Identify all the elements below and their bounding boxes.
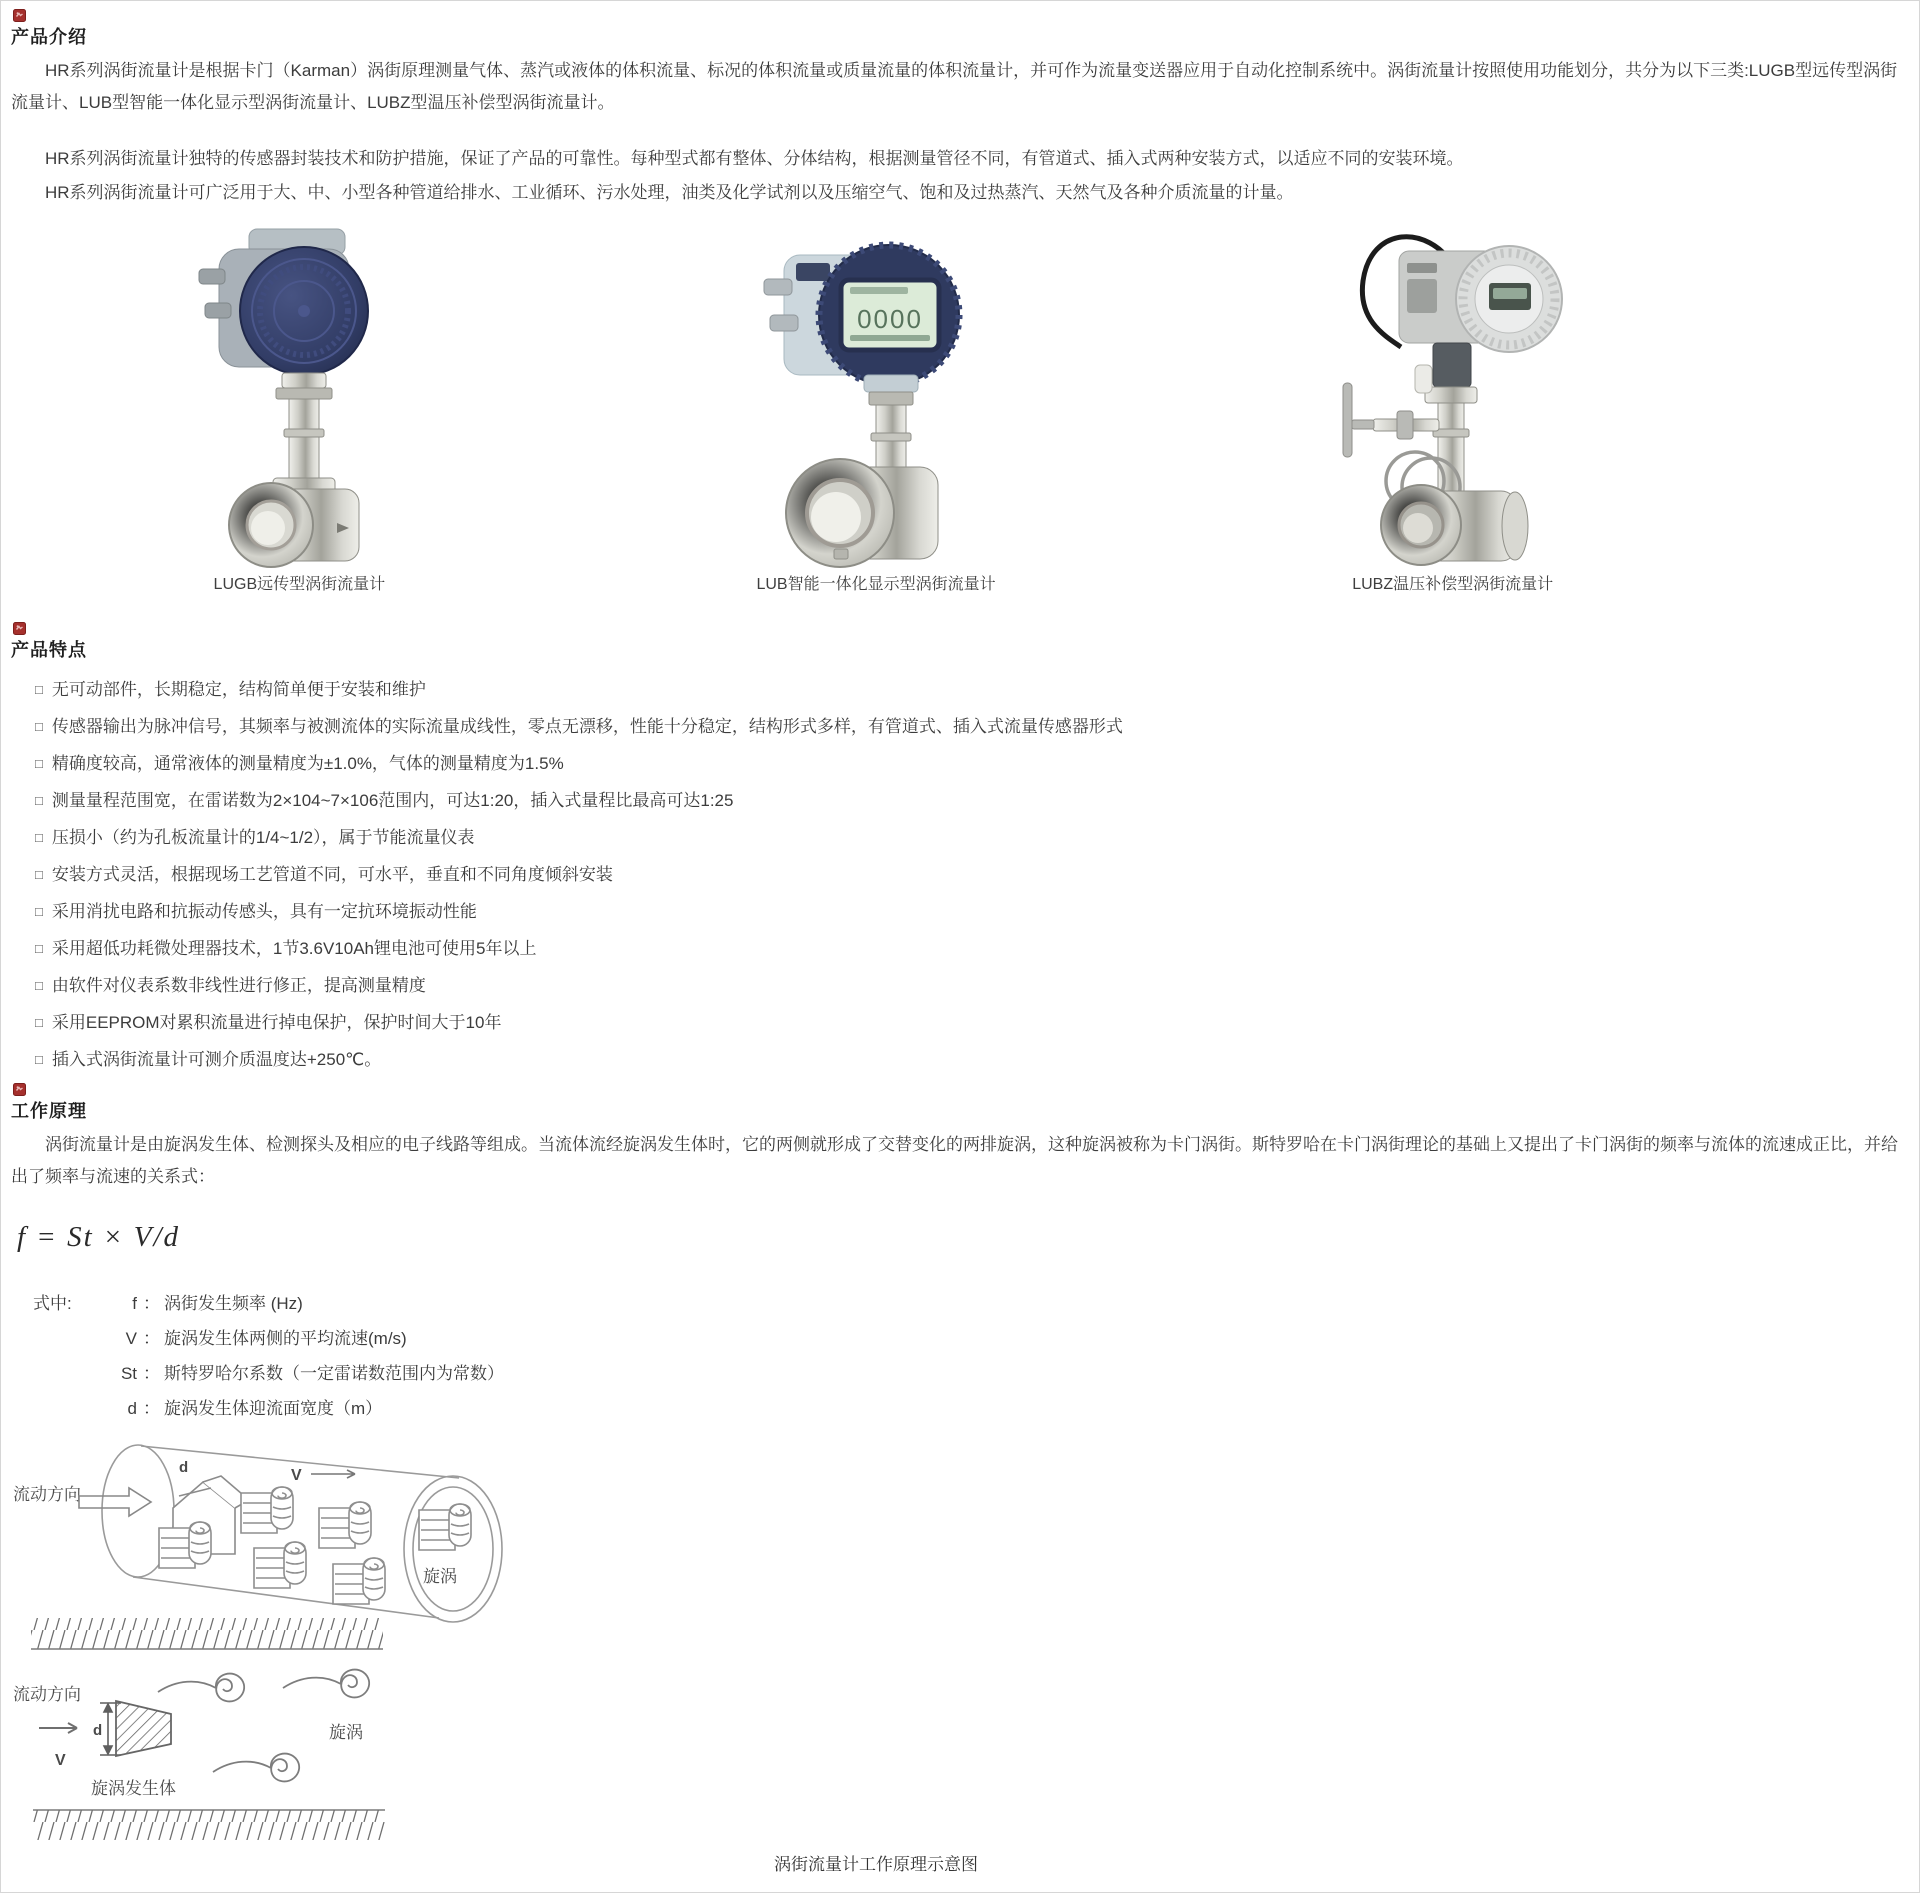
d-label: d bbox=[93, 1722, 103, 1739]
flow-direction-label: 流动方向 bbox=[13, 1485, 81, 1504]
section-intro bbox=[11, 9, 1909, 596]
lcd-reading: 0000 bbox=[857, 304, 923, 334]
product-photo-lubz-icon bbox=[1303, 223, 1603, 568]
section-bullet-icon bbox=[13, 9, 26, 22]
vortex-label: 旋涡 bbox=[329, 1723, 363, 1742]
square-bullet-icon: □ bbox=[35, 904, 43, 919]
square-bullet-icon: □ bbox=[35, 719, 43, 734]
vortex-swirl bbox=[213, 1754, 299, 1782]
intro-paragraph-1: HR系列涡街流量计是根据卡门（Karman）涡街原理测量气体、蒸汽或液体的体积流量、标况的体积流量或质量流量的体积流量计，并可作为流量变送器应用于自动化控制系统中。涡街流量计按照使用功能划分，共分为以下三类:LUGB型远传型涡街流量计、LUB型智能一体化显示型涡街流量计、LUBZ型温压补偿型涡街流量计。 bbox=[11, 61, 1898, 112]
feature-item: □ 精确度较高，通常液体的测量精度为±1.0%，气体的测量精度为1.5% bbox=[35, 754, 564, 773]
square-bullet-icon: □ bbox=[35, 793, 43, 808]
product-figure-lugb bbox=[11, 223, 588, 596]
feature-item: □ 测量量程范围宽，在雷诺数为2×104~7×106范围内，可达1:20，插入式量程比最高可达1:25 bbox=[35, 791, 734, 810]
variable-row: V ： 旋涡发生体两侧的平均流速(m/s) bbox=[125, 1329, 407, 1348]
square-bullet-icon: □ bbox=[35, 978, 43, 993]
product-photo-lugb-icon bbox=[149, 223, 449, 568]
ground-hatch bbox=[31, 1618, 383, 1649]
principle-paragraph: 涡街流量计是由旋涡发生体、检测探头及相应的电子线路等组成。当流体流经旋涡发生体时，它的两侧就形成了交替变化的两排旋涡，这种旋涡被称为卡门涡街。斯特罗哈在卡门涡街理论的基础上又提出了卡门涡街的频率与流体的流速成正比，并给出了频率与流速的关系式： bbox=[11, 1135, 1898, 1186]
where-label: 式中: bbox=[33, 1294, 72, 1313]
v-label: V bbox=[55, 1752, 66, 1769]
square-bullet-icon: □ bbox=[35, 941, 43, 956]
bluff-body bbox=[116, 1701, 171, 1756]
feature-item: □ 无可动部件，长期稳定，结构简单便于安装和维护 bbox=[35, 680, 426, 699]
variable-row: 式中: f ： 涡街发生频率 (Hz) bbox=[11, 1286, 1909, 1321]
product-caption-lugb: LUGB远传型涡街流量计 bbox=[213, 576, 386, 593]
feature-list bbox=[11, 672, 1909, 1079]
vortex-swirl bbox=[283, 1670, 369, 1698]
product-caption-lub: LUB智能一体化显示型涡街流量计 bbox=[756, 576, 996, 593]
product-photo-lub-icon bbox=[726, 223, 1026, 568]
formula-variables bbox=[11, 1286, 1909, 1426]
flow-arrow bbox=[79, 1488, 151, 1516]
d-label: d bbox=[179, 1459, 189, 1476]
diagram-caption: 涡街流量计工作原理示意图 bbox=[774, 1855, 978, 1874]
section-bullet-icon bbox=[13, 622, 26, 635]
intro-title: 产品介绍 bbox=[11, 27, 87, 47]
square-bullet-icon: □ bbox=[35, 1052, 43, 1067]
principle-diagrams bbox=[11, 1438, 1909, 1851]
product-figure-lubz bbox=[1164, 223, 1741, 596]
square-bullet-icon: □ bbox=[35, 756, 43, 771]
flow-arrow bbox=[39, 1723, 77, 1733]
product-images-row bbox=[11, 223, 1741, 596]
strouhal-formula: f = St × V/d bbox=[17, 1221, 181, 1253]
feature-item: □ 由软件对仪表系数非线性进行修正，提高测量精度 bbox=[35, 976, 426, 995]
intro-paragraph-2: HR系列涡街流量计独特的传感器封装技术和防护措施，保证了产品的可靠性。每种型式都有整体、分体结构，根据测量管径不同，有管道式、插入式两种安装方式，以适应不同的安装环境。 bbox=[45, 149, 1464, 168]
vortex-principle-diagram bbox=[11, 1438, 571, 1846]
vortex-swirl bbox=[158, 1674, 244, 1702]
feature-item: □ 传感器输出为脉冲信号，其频率与被测流体的实际流量成线性，零点无漂移，性能十分稳定，结构形式多样，有管道式、插入式流量传感器形式 bbox=[35, 717, 1123, 736]
product-caption-lubz: LUBZ温压补偿型涡街流量计 bbox=[1352, 576, 1554, 593]
v-label: V bbox=[291, 1467, 302, 1484]
flow-direction-label: 流动方向 bbox=[13, 1685, 81, 1704]
feature-item: □ 采用超低功耗微处理器技术，1节3.6V10Ah锂电池可使用5年以上 bbox=[35, 939, 537, 958]
velocity-arrow bbox=[311, 1470, 355, 1478]
feature-item: □ 采用EEPROM对累积流量进行掉电保护，保护时间大于10年 bbox=[35, 1013, 502, 1032]
section-bullet-icon bbox=[13, 1083, 26, 1096]
feature-item: □ 采用消扰电路和抗振动传感头，具有一定抗环境振动性能 bbox=[35, 902, 477, 921]
square-bullet-icon: □ bbox=[35, 867, 43, 882]
intro-paragraph-3: HR系列涡街流量计可广泛用于大、中、小型各种管道给排水、工业循环、污水处理，油类及化学试剂以及压缩空气、饱和及过热蒸汽、天然气及各种介质流量的计量。 bbox=[45, 183, 1294, 202]
feature-item: □ 安装方式灵活，根据现场工艺管道不同，可水平，垂直和不同角度倾斜安装 bbox=[35, 865, 613, 884]
square-bullet-icon: □ bbox=[35, 682, 43, 697]
variable-row: d ： 旋涡发生体迎流面宽度（m） bbox=[127, 1399, 383, 1418]
square-bullet-icon: □ bbox=[35, 830, 43, 845]
square-bullet-icon: □ bbox=[35, 1015, 43, 1030]
features-title: 产品特点 bbox=[11, 640, 87, 660]
variable-row: St ： 斯特罗哈尔系数（一定雷诺数范围内为常数） bbox=[120, 1364, 504, 1383]
section-principle bbox=[11, 1083, 1909, 1877]
vortex-label: 旋涡 bbox=[423, 1567, 457, 1586]
vortex-generator-label: 旋涡发生体 bbox=[91, 1779, 176, 1798]
section-features bbox=[11, 622, 1909, 1079]
ground-hatch bbox=[33, 1810, 385, 1840]
principle-title: 工作原理 bbox=[11, 1101, 87, 1121]
product-figure-lub bbox=[588, 223, 1165, 596]
feature-item: □ 插入式涡街流量计可测介质温度达+250℃。 bbox=[35, 1050, 382, 1069]
feature-item: □ 压损小（约为孔板流量计的1/4~1/2），属于节能流量仪表 bbox=[35, 828, 475, 847]
